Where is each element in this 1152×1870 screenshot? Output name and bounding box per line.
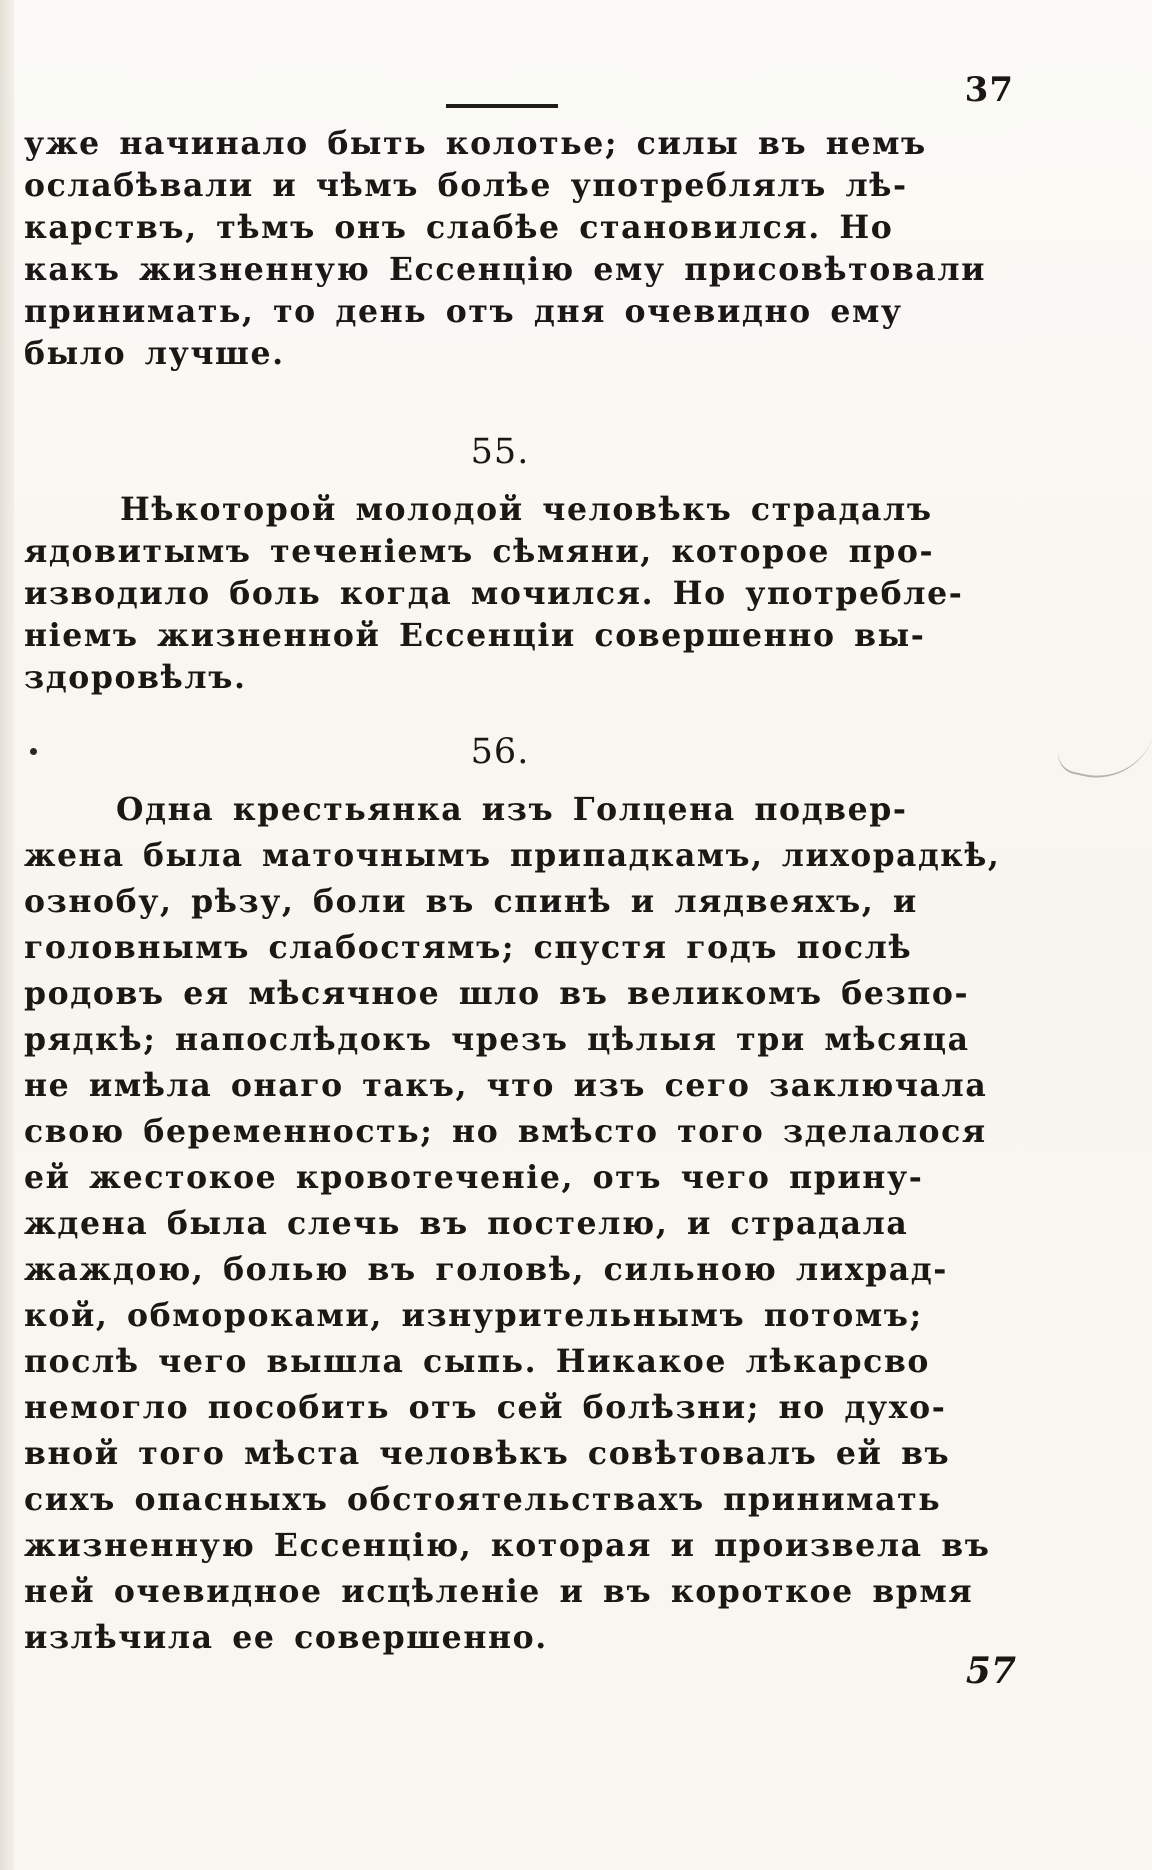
text-line: сихъ опасныхъ обстоятельствахъ принимать (24, 1481, 942, 1518)
page-edge (0, 0, 14, 1870)
text-line: какъ жизненную Ессенцію ему присовѣтовали (24, 251, 987, 288)
text-line: свою беременность; но вмѣсто того зделалося (24, 1113, 987, 1150)
text-line: жаждою, болью въ головѣ, сильною лихрад- (24, 1251, 948, 1288)
text-line: излѣчила ее совершенно. (24, 1619, 548, 1656)
text-line: здоровѣлъ. (24, 659, 247, 696)
text-line: ждена была слечь въ постелю, и страдала (24, 1205, 909, 1242)
text-line: ядовитымъ теченіемъ сѣмяни, которое про- (24, 533, 935, 570)
text-line: принимать, то день отъ дня очевидно ему (24, 293, 903, 330)
signature-mark: 57 (965, 1650, 1016, 1692)
pen-stroke (1055, 709, 1152, 788)
text-line: Нѣкоторой молодой человѣкъ страдалъ (120, 491, 933, 528)
text-line: рядкѣ; напослѣдокъ чрезъ цѣлыя три мѣсяца (24, 1021, 970, 1058)
text-line: кой, обмороками, изнурительнымъ потомъ; (24, 1297, 923, 1334)
text-line: жизненную Ессенцію, которая и произвела въ (24, 1527, 991, 1564)
section-number-55: 55. (470, 432, 530, 472)
text-line: уже начинало быть колотье; силы въ немъ (24, 125, 927, 162)
text-line: вной того мѣста человѣкъ совѣтовалъ ей въ (24, 1435, 951, 1472)
text-line: ніемъ жизненной Ессенціи совершенно вы- (24, 617, 926, 654)
text-line: было лучше. (24, 335, 285, 372)
text-line: Одна крестьянка изъ Голцена подвер- (116, 791, 908, 828)
text-line: ней очевидное исцѣленіе и въ короткое врмя (24, 1573, 974, 1610)
text-line: ей жестокое кровотеченіе, отъ чего прину- (24, 1159, 924, 1196)
section-number-56: 56. (470, 732, 530, 772)
text-line: ознобу, рѣзу, боли въ спинѣ и лядвеяхъ, и (24, 883, 918, 920)
text-line: родовъ ея мѣсячное шло въ великомъ безпо- (24, 975, 970, 1012)
text-line: изводило боль когда мочился. Но употребле- (24, 575, 964, 612)
text-line: не имѣла онаго такъ, что изъ сего заключала (24, 1067, 988, 1104)
text-line: жена была маточнымъ припадкамъ, лихорадкѣ, (24, 837, 1001, 874)
text-line: ослабѣвали и чѣмъ болѣе употреблялъ лѣ- (24, 167, 908, 204)
text-line: немогло пособить отъ сей болѣзни; но духо- (24, 1389, 947, 1426)
page-number: 37 (964, 70, 1014, 110)
header-rule (446, 104, 558, 108)
text-line: карствъ, тѣмъ онъ слабѣе становился. Но (24, 209, 894, 246)
text-line: головнымъ слабостямъ; спустя годъ послѣ (24, 929, 913, 966)
text-line: послѣ чего вышла сыпь. Никакое лѣкарсво (24, 1343, 931, 1380)
